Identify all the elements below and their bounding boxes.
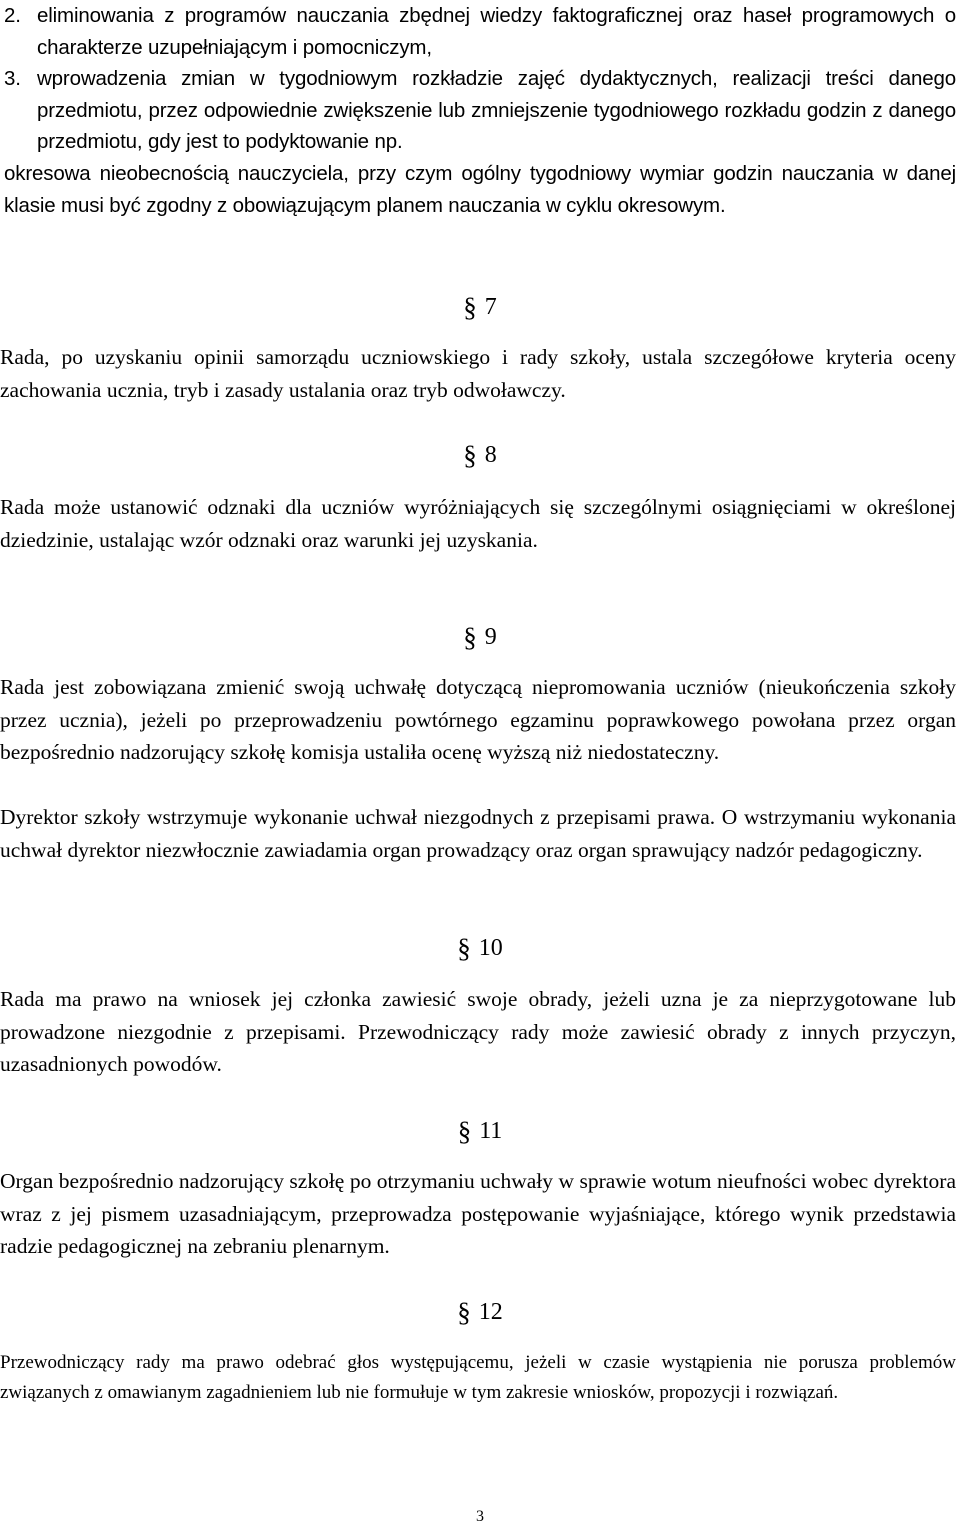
section-11-paragraph: Organ bezpośrednio nadzorujący szkołę po otrzymaniu uchwały w sprawie wotum nieufności wobec dyrektora wraz z jej pismem uzasadniającym, przeprowadza postępowanie wyjaśniające, którego wynik przedstawia radzie pedagogicznej na zebraniu plenarnym. — [0, 1169, 956, 1258]
section-sign: § — [463, 622, 477, 652]
section-heading-7 — [0, 292, 960, 322]
section-heading-9 — [0, 622, 960, 652]
section-number: 10 — [478, 935, 503, 961]
section-sign: § — [463, 440, 477, 470]
section-number: 11 — [479, 1118, 503, 1144]
list-item-text: eliminowania z programów nauczania zbędnej wiedzy faktograficznej oraz haseł programowych o charakterze uzupełniającym i pomocniczym, — [37, 4, 956, 59]
section-8-paragraph: Rada może ustanowić odznaki dla uczniów wyróżniających się szczególnymi osiągnięciami w określonej dziedzinie, ustalając wzór odznaki oraz warunki jej uzyskania. — [0, 495, 956, 552]
list-item-text: wprowadzenia zmian w tygodniowym rozkładzie zajęć dydaktycznych, realizacji treści danego przedmiotu, przez odpowiednie zwiększenie lub zmniejszenie tygodniowego rozkładu godzin z danego przedmiotu, gdy jest to podyktowanie np. — [37, 67, 956, 153]
list-item-3 — [4, 63, 956, 158]
list-continuation-paragraph: okresowa nieobecnością nauczyciela, przy czym ogólny tygodniowy wymiar godzin nauczania w danej klasie musi być zgodny z obowiązującym planem nauczania w cyklu okresowym. — [4, 162, 956, 217]
section-7-paragraph: Rada, po uzyskaniu opinii samorządu uczniowskiego i rady szkoły, ustala szczegółowe kryteria oceny zachowania ucznia, tryb i zasady ustalania oraz tryb odwoławczy. — [0, 345, 956, 402]
page-number: 3 — [476, 1508, 484, 1525]
list-item-number: 2. — [4, 4, 21, 27]
section-10-paragraph: Rada ma prawo na wniosek jej członka zawiesić swoje obrady, jeżeli uzna je za nieprzygotowane lub prowadzone niezgodnie z przepisami. Przewodniczący rady może zawiesić obrady z innych przyczyn, uzasadnionych powodów. — [0, 987, 956, 1076]
section-9-paragraph-2: Dyrektor szkoły wstrzymuje wykonanie uchwał niezgodnych z przepisami prawa. O wstrzymaniu wykonania uchwał dyrektor niezwłocznie zawiadamia organ prowadzący oraz organ sprawujący nadzór pedagogiczny. — [0, 805, 956, 862]
section-sign: § — [457, 1297, 471, 1327]
section-number: 7 — [484, 294, 497, 320]
section-heading-10 — [0, 933, 960, 963]
section-number: 8 — [484, 442, 497, 468]
section-12-paragraph: Przewodniczący rady ma prawo odebrać głos występującemu, jeżeli w czasie wystąpienia nie porusza problemów związanych z omawianym zagadnieniem lub nie formułuje w tym zakresie wniosków, propozycji i rozwiązań. — [0, 1352, 956, 1403]
section-sign: § — [457, 933, 471, 963]
list-item-number: 3. — [4, 67, 21, 90]
section-9-paragraph-1: Rada jest zobowiązana zmienić swoją uchwałę dotyczącą niepromowania uczniów (nieukończenia szkoły przez ucznia), jeżeli po przeprowadzeniu powtórnego egzaminu poprawkowego powołana przez organ bezpośrednio nadzorujący szkołę komisja ustaliła ocenę wyższą niż niedostateczny. — [0, 675, 956, 764]
section-number: 9 — [484, 624, 497, 650]
section-number: 12 — [478, 1299, 503, 1325]
list-item-2 — [4, 0, 956, 63]
section-sign: § — [463, 292, 477, 322]
section-sign: § — [457, 1116, 472, 1146]
section-heading-12 — [0, 1297, 960, 1327]
section-heading-8 — [0, 440, 960, 470]
section-heading-11 — [0, 1116, 960, 1146]
